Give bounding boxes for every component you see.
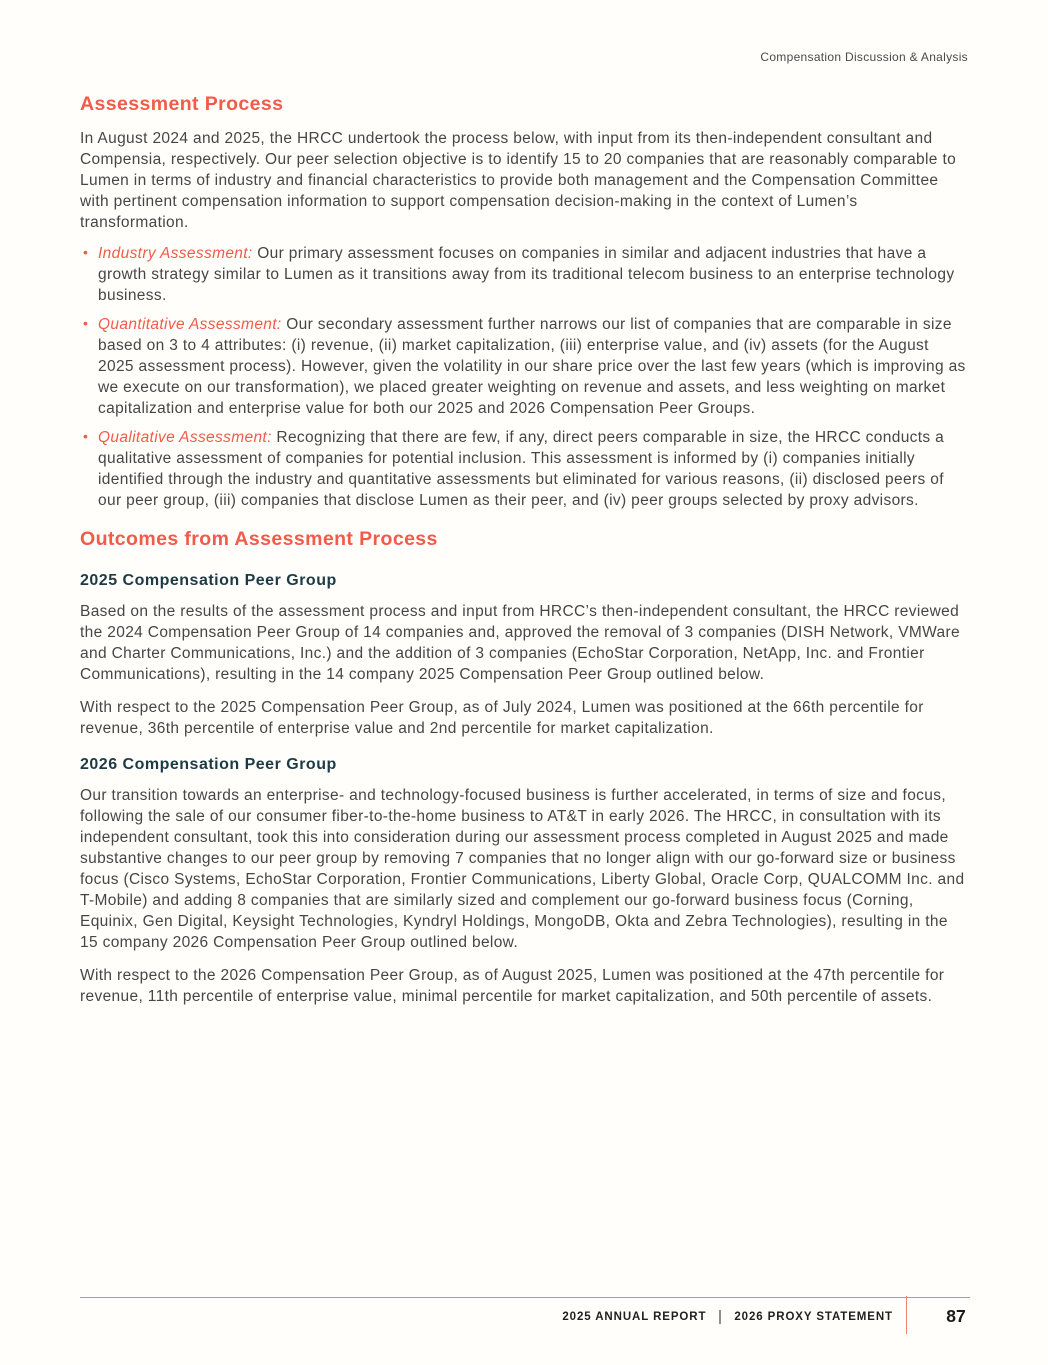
- section-title-outcomes: Outcomes from Assessment Process: [80, 528, 438, 550]
- bullet-text-quantitative: Our secondary assessment further narrows our list of companies that are comparable in size based on 3 to 4 attributes: (i) revenue, (ii) market capitalization, (iii) enterprise value, and (iv) assets (for the August 2025 assessment process). However, given the volatility in our share price over the last few years (which is improving as we execute on our transformation), we placed greater weighting on revenue and assets, and less weighting on market capitalization and enterprise value for both our 2025 and 2026 Compensation Peer Groups.: [98, 316, 966, 417]
- page-number: 87: [946, 1306, 966, 1326]
- footer-proxy-statement-label: 2026 PROXY STATEMENT: [734, 1311, 893, 1323]
- subsection-title-2026-peer-group: 2026 Compensation Peer Group: [80, 756, 337, 773]
- peer-group-2026-paragraph-1: Our transition towards an enterprise- and technology-focused business is further accelerated, in terms of size and focus, following the sale of our consumer fiber-to-the-home business to AT&T in early 2026. The HRCC, in consultation with its independent consultant, took this into consideration during our assessment process completed in August 2025 and made substantive changes to our peer group by removing 7 companies that no longer align with our go-forward size or business focus (Cisco Systems, EchoStar Corporation, Frontier Communications, Liberty Global, Oracle Corp, QUALCOMM Inc. and T-Mobile) and adding 8 companies that are similarly sized and complement our go-forward business focus (Corning, Equinix, Gen Digital, Keysight Technologies, Kyndryl Holdings, MongoDB, Okta and Zebra Technologies), resulting in the 15 company 2026 Compensation Peer Group outlined below.: [80, 787, 965, 951]
- peer-group-2026-paragraph-2: With respect to the 2026 Compensation Peer Group, as of August 2025, Lumen was positioned at the 47th percentile for revenue, 11th percentile of enterprise value, minimal percentile for market capitalization, and 50th percentile of assets.: [80, 967, 945, 1005]
- assessment-bullet-list: [80, 243, 968, 511]
- list-item-quantitative-assessment: [80, 314, 968, 419]
- list-item-industry-assessment: [80, 243, 968, 306]
- subsection-title-2025-peer-group: 2025 Compensation Peer Group: [80, 572, 337, 589]
- bullet-lead-qualitative: Qualitative Assessment:: [98, 429, 272, 446]
- bullet-text-qualitative: Recognizing that there are few, if any, direct peers comparable in size, the HRCC conducts a qualitative assessment of companies for potential inclusion. This assessment is informed by (i) companies initially identified through the industry and quantitative assessments but eliminated for various reasons, (ii) disclosed peers of our peer group, (iii) companies that disclose Lumen as their peer, and (iv) peer groups selected by proxy advisors.: [98, 429, 945, 509]
- assessment-intro-paragraph: In August 2024 and 2025, the HRCC undertook the process below, with input from its then-independent consultant and Compensia, respectively. Our peer selection objective is to identify 15 to 20 companies that are reasonably comparable to Lumen in terms of industry and financial characteristics to provide both management and the Compensation Committee with pertinent compensation information to support compensation decision-making in the context of Lumen’s transformation.: [80, 130, 957, 231]
- peer-group-2025-paragraph-1: Based on the results of the assessment process and input from HRCC’s then-independent consultant, the HRCC reviewed the 2024 Compensation Peer Group of 14 companies and, approved the removal of 3 companies (DISH Network, VMWare and Charter Communications, Inc.) and the addition of 3 companies (EchoStar Corporation, NetApp, Inc. and Frontier Communications), resulting in the 14 company 2025 Compensation Peer Group outlined below.: [80, 603, 961, 683]
- bullet-icon: •: [83, 428, 89, 444]
- page-content: [80, 92, 968, 1019]
- bullet-text-industry: Our primary assessment focuses on companies in similar and adjacent industries that have a growth strategy similar to Lumen as it transitions away from its traditional telecom business to an enterprise technology business.: [98, 245, 955, 304]
- footer-annual-report-label: 2025 ANNUAL REPORT: [562, 1311, 707, 1323]
- bullet-icon: •: [83, 244, 89, 260]
- footer-divider: [719, 1310, 721, 1324]
- section-title-assessment-process: Assessment Process: [80, 93, 284, 115]
- list-item-qualitative-assessment: [80, 427, 968, 511]
- bullet-lead-industry: Industry Assessment:: [98, 245, 253, 262]
- running-header: Compensation Discussion & Analysis: [760, 50, 968, 64]
- footer-rule: [80, 1297, 970, 1298]
- bullet-icon: •: [83, 315, 89, 331]
- footer-publication-labels: [562, 1310, 893, 1324]
- peer-group-2025-paragraph-2: With respect to the 2025 Compensation Peer Group, as of July 2024, Lumen was positioned at the 66th percentile for revenue, 36th percentile of enterprise value and 2nd percentile for market capitalization.: [80, 699, 924, 737]
- bullet-lead-quantitative: Quantitative Assessment:: [98, 316, 282, 333]
